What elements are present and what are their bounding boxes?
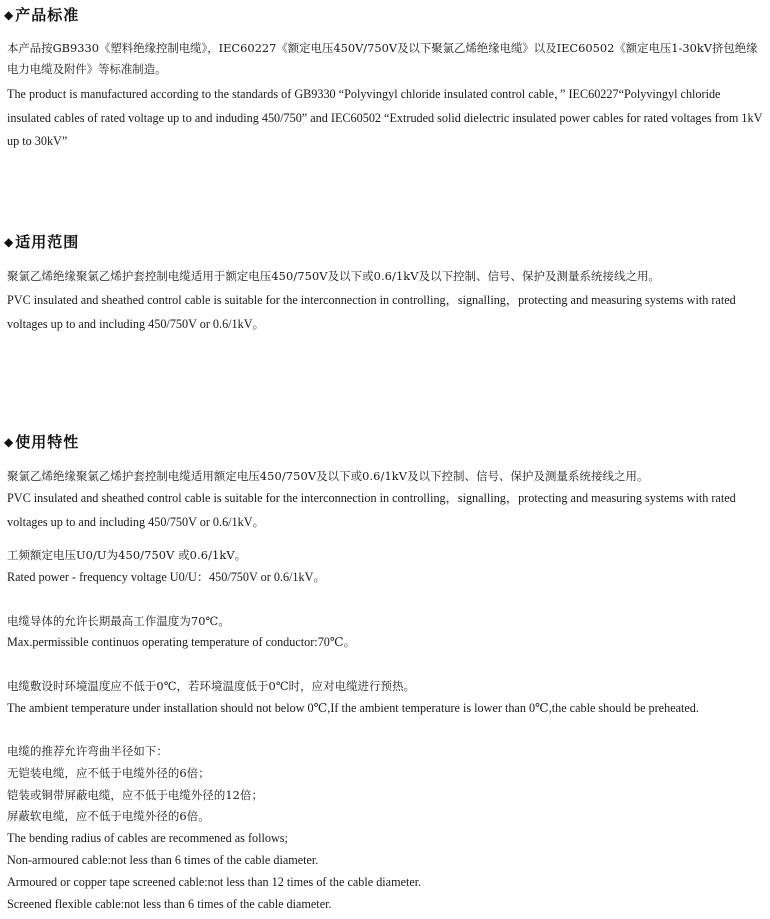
section-heading-scope — [4, 233, 79, 251]
product-standard-cn: 本产品按GB9330《塑料绝缘控制电缆》，IEC60227《额定电压450V/750V及以下聚氯乙烯绝缘电缆》以及IEC60502《额定电压1-30kV挤包绝缘电力电缆及附件》等标准制造。 — [7, 41, 758, 76]
voltage-cn: 工频额定电压U0/U为450/750V 或0.6/1kV。 — [7, 548, 247, 562]
diamond-bullet-icon: ◆ — [4, 8, 15, 22]
diamond-bullet-icon: ◆ — [4, 435, 15, 449]
ambient-en: The ambient temperature under installation should not below 0℃,If the ambient temperature is lower than 0℃,the cable should be preheated. — [7, 701, 699, 715]
temperature-en: Max.permissible continuos operating temperature of conductor:70℃。 — [7, 635, 356, 649]
product-standard-en: The product is manufactured according to the standards of GB9330 “Polyvingyl chloride insulated control cable，” IEC60227“Polyvingyl chloride insulated cables of rated voltage up to and induding 450/750” and IEC60502 “Extruded solid dielectric insulated power cables for rated voltages from 1kV up to 30kV” — [7, 87, 763, 148]
characteristics-cn: 聚氯乙烯绝缘聚氯乙烯护套控制电缆适用额定电压450/750V及以下或0.6/1kV及以下控制、信号、保护及测量系统接线之用。 — [7, 469, 649, 483]
voltage-en: Rated power - frequency voltage U0/U：450/750V or 0.6/1kV。 — [7, 570, 326, 584]
bending-en-1: Non-armoured cable:not less than 6 times of the cable diameter. — [7, 853, 319, 867]
section-title: 适用范围 — [15, 233, 80, 251]
section-heading-characteristics — [4, 433, 79, 451]
section-title: 产品标准 — [15, 6, 80, 24]
diamond-bullet-icon: ◆ — [4, 235, 15, 249]
bending-cn-3: 屏蔽软电缆，应不低于电缆外径的6倍。 — [7, 809, 210, 823]
scope-en: PVC insulated and sheathed control cable is suitable for the interconnection in controlling，signalling，protecting and measuring systems with rated voltages up to and including 450/750V or 0.6/1kV。 — [7, 293, 736, 331]
temperature-cn: 电缆导体的允许长期最高工作温度为70℃。 — [7, 614, 230, 628]
bending-en-2: Armoured or copper tape screened cable:not less than 12 times of the cable diameter. — [7, 875, 422, 889]
bending-en-intro: The bending radius of cables are recommened as follows; — [7, 831, 288, 845]
characteristics-en: PVC insulated and sheathed control cable is suitable for the interconnection in controlling，signalling，protecting and measuring systems with rated voltages up to and including 450/750V or 0.6/1kV。 — [7, 491, 736, 529]
section-heading-product-standard — [4, 6, 79, 24]
section-title: 使用特性 — [15, 433, 80, 451]
ambient-cn: 电缆敷设时环境温度应不低于0℃，若环境温度低于0℃时，应对电缆进行预热。 — [7, 679, 416, 693]
bending-cn-intro: 电缆的推荐允许弯曲半径如下： — [7, 744, 168, 758]
scope-cn: 聚氯乙烯绝缘聚氯乙烯护套控制电缆适用于额定电压450/750V及以下或0.6/1kV及以下控制、信号、保护及测量系统接线之用。 — [7, 269, 660, 283]
bending-en-3: Screened flexible cable:not less than 6 times of the cable diameter. — [7, 897, 332, 911]
bending-cn-2: 铠装或铜带屏蔽电缆，应不低于电缆外径的12倍； — [7, 788, 263, 802]
bending-cn-1: 无铠装电缆，应不低于电缆外径的6倍； — [7, 766, 210, 780]
